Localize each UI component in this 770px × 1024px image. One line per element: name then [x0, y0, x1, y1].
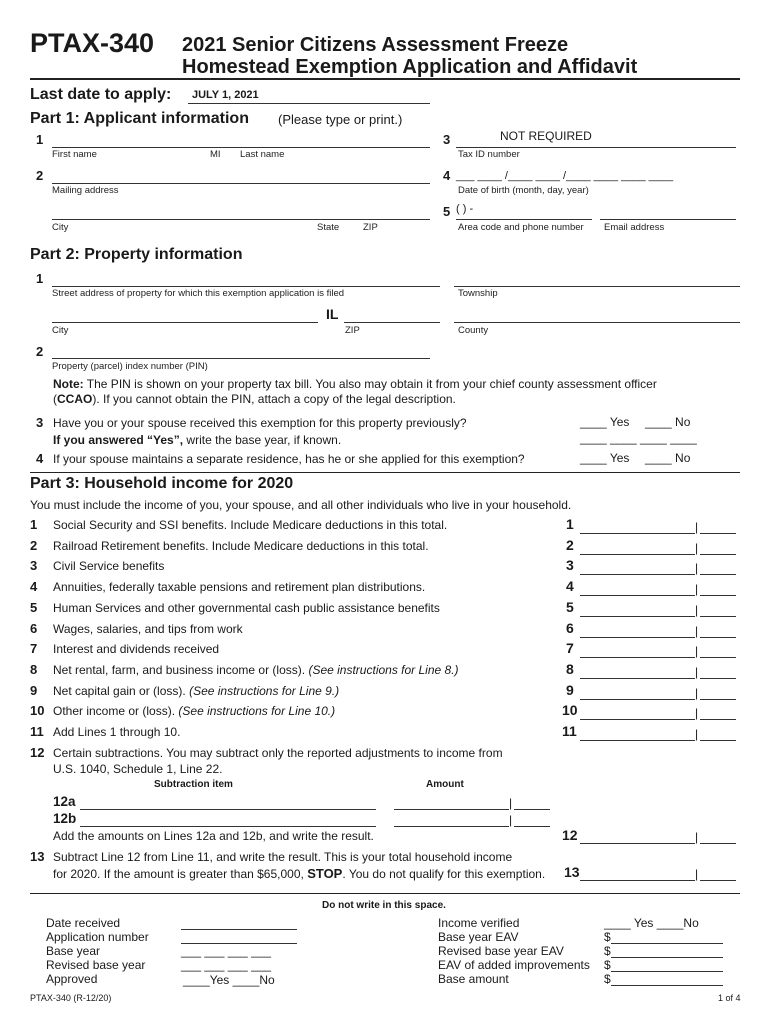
- property-zip-label: ZIP: [345, 325, 360, 336]
- line12-text2: U.S. 1040, Schedule 1, Line 22.: [53, 762, 223, 776]
- income-line-text: Railroad Retirement benefits. Include Medicare deductions in this total.: [53, 539, 429, 553]
- line13-num: 13: [30, 849, 45, 864]
- last-date-value: JULY 1, 2021: [192, 89, 259, 101]
- income-line-num: 7: [30, 641, 38, 656]
- income-line-right-num: 3: [566, 557, 574, 573]
- footer-form-rev: PTAX-340 (R-12/20): [30, 993, 112, 1003]
- part2-heading: Part 2: Property information: [30, 246, 243, 263]
- township-label: Township: [458, 288, 498, 299]
- income-line-right-num: 11: [562, 723, 577, 739]
- header-rule: [30, 78, 740, 80]
- part3-heading: Part 3: Household income for 2020: [30, 475, 294, 492]
- line12a-num: 12a: [53, 794, 76, 809]
- revised-base-year-label: Revised base year: [46, 958, 146, 972]
- dob-input[interactable]: ___ ____ /____ ____ /____ ____ ____ ____: [456, 170, 674, 182]
- phone-label: Area code and phone number: [458, 222, 584, 233]
- line12b-item-input[interactable]: [80, 812, 376, 827]
- office-dollar-field: $: [604, 930, 723, 944]
- income-line-text: Civil Service benefits: [53, 559, 165, 573]
- income-line-right-num: 4: [566, 578, 574, 594]
- date-received-label: Date received: [46, 916, 121, 930]
- pin-note-line2: (CCAO). If you cannot obtain the PIN, attach a copy of the legal description.: [53, 392, 456, 406]
- city-state-zip-input[interactable]: [52, 205, 430, 220]
- p1-num-4: 4: [443, 168, 451, 183]
- part1-heading: Part 1: Applicant information: [30, 110, 249, 127]
- income-line-text: Net capital gain or (loss). (See instructions for Line 9.): [53, 684, 340, 698]
- office-heading: Do not write in this space.: [322, 900, 446, 911]
- property-city-input[interactable]: [52, 308, 318, 323]
- income-line-text: Interest and dividends received: [53, 642, 220, 656]
- dob-label: Date of birth (month, day, year): [458, 185, 589, 196]
- stop-label: STOP: [307, 866, 343, 881]
- last-name-label: Last name: [240, 149, 285, 160]
- township-input[interactable]: [454, 272, 740, 287]
- income-line-text: Net rental, farm, and business income or (loss). (See instructions for Line 8.): [53, 663, 459, 677]
- line12a-item-input[interactable]: [80, 795, 376, 810]
- city-label: City: [52, 222, 69, 233]
- p1-num-2: 2: [36, 168, 44, 183]
- state-label: State: [317, 222, 340, 233]
- tax-id-input[interactable]: [456, 133, 736, 148]
- base-year-input[interactable]: ____ ____ ____ ____: [580, 431, 697, 445]
- tax-id-label: Tax ID number: [458, 149, 520, 160]
- note-text: The PIN is shown on your property tax bill. You also may obtain it from your chief county assessment officer: [86, 377, 657, 391]
- income-line-num: 9: [30, 683, 38, 698]
- property-zip-input[interactable]: [344, 308, 440, 323]
- q3-yes[interactable]: ____ Yes: [580, 415, 630, 429]
- income-line-num: 2: [30, 538, 38, 553]
- pin-note-line1: [53, 377, 657, 391]
- income-line-num: 10: [30, 703, 45, 718]
- line12-text: Certain subtractions. You may subtract only the reported adjustments to income from: [53, 746, 503, 760]
- income-line-num: 11: [30, 724, 44, 739]
- applicant-name-input[interactable]: [52, 133, 430, 148]
- eav-added-label: EAV of added improvements: [438, 958, 590, 972]
- office-app-number-line: [181, 929, 297, 944]
- income-line-num: 8: [30, 662, 38, 677]
- base-year-eav-label: Base year EAV: [438, 930, 519, 944]
- amount-header: Amount: [426, 779, 464, 790]
- phone-input[interactable]: [456, 205, 592, 220]
- q3b-text: If you answered “Yes”, write the base year, if known.: [53, 433, 342, 447]
- part3-rule: [30, 472, 740, 473]
- income-line-right-num: 1: [566, 516, 574, 532]
- footer-page: 1 of 4: [718, 993, 741, 1003]
- county-input[interactable]: [454, 308, 740, 323]
- line13-text: Subtract Line 12 from Line 11, and write the result. This is your total household income: [53, 850, 513, 864]
- line13-right-num: 13: [564, 864, 580, 880]
- q4-yes[interactable]: ____ Yes: [580, 451, 630, 465]
- mailing-address-label: Mailing address: [52, 185, 119, 196]
- income-line-text: Annuities, federally taxable pensions and retirement plan distributions.: [53, 580, 426, 594]
- subtraction-item-header: Subtraction item: [154, 779, 233, 790]
- part3-intro: You must include the income of you, your spouse, and all other individuals who live in your household.: [30, 498, 572, 512]
- zip-label: ZIP: [363, 222, 378, 233]
- p2-num-3: 3: [36, 415, 44, 430]
- part1-note: (Please type or print.): [278, 112, 403, 127]
- mi-label: MI: [210, 149, 221, 160]
- income-line-num: 4: [30, 579, 38, 594]
- income-line-right-num: 10: [562, 702, 578, 718]
- state-il: IL: [326, 306, 339, 322]
- income-verified-label: Income verified: [438, 916, 520, 930]
- form-title-line1: 2021 Senior Citizens Assessment Freeze: [182, 34, 569, 56]
- line12-num: 12: [30, 745, 45, 760]
- office-dollar-field: $: [604, 944, 723, 958]
- office-right-labels: [438, 916, 590, 986]
- form-title-line2: Homestead Exemption Application and Affidavit: [182, 56, 638, 78]
- income-line-text: Wages, salaries, and tips from work: [53, 622, 243, 636]
- p1-num-1: 1: [36, 132, 44, 147]
- income-line-right-num: 6: [566, 620, 574, 636]
- p1-num-3: 3: [443, 132, 451, 147]
- office-approved-options: ____Yes ____No: [183, 973, 275, 987]
- income-line-num: 6: [30, 621, 38, 636]
- office-date-received-line: [181, 915, 297, 930]
- income-line-text: Social Security and SSI benefits. Include Medicare deductions in this total.: [53, 518, 448, 532]
- income-line-right-num: 2: [566, 537, 574, 553]
- q3-text: Have you or your spouse received this exemption for this property previously?: [53, 416, 467, 430]
- form-id: PTAX-340: [30, 28, 155, 58]
- phone-blank: ( ) -: [456, 203, 474, 215]
- income-line-right-num: 7: [566, 640, 574, 656]
- email-label: Email address: [604, 222, 665, 233]
- income-line-right-num: 9: [566, 682, 574, 698]
- mailing-address-input[interactable]: [52, 169, 430, 184]
- line12b-num: 12b: [53, 811, 77, 826]
- app-number-label: Application number: [46, 930, 149, 944]
- office-dollar-field: $: [604, 958, 723, 972]
- q4-no[interactable]: ____ No: [645, 451, 691, 465]
- street-address-label: Street address of property for which this exemption application is filed: [52, 288, 345, 299]
- income-line-num: 1: [30, 517, 38, 532]
- line12c-text: Add the amounts on Lines 12a and 12b, and write the result.: [53, 829, 374, 843]
- first-name-label: First name: [52, 149, 97, 160]
- office-dollar-field: $: [604, 972, 723, 986]
- line12-right-num: 12: [562, 827, 578, 843]
- p2-num-4: 4: [36, 451, 44, 466]
- last-date-label: Last date to apply:: [30, 86, 172, 103]
- income-line-text: Human Services and other governmental cash public assistance benefits: [53, 601, 440, 615]
- income-line-num: 3: [30, 558, 38, 573]
- county-label: County: [458, 325, 489, 336]
- office-income-verified-options: ____ Yes ____No: [604, 916, 699, 930]
- income-line-text: Other income or (loss). (See instructions for Line 10.): [53, 704, 336, 718]
- pin-label: Property (parcel) index number (PIN): [52, 361, 208, 372]
- p1-num-5: 5: [443, 204, 451, 219]
- income-line-right-num: 5: [566, 599, 574, 615]
- q4-text: If your spouse maintains a separate residence, has he or she applied for this exemption?: [53, 452, 525, 466]
- income-line-text: Add Lines 1 through 10.: [53, 725, 181, 739]
- pin-input[interactable]: [52, 344, 430, 359]
- ccao-label: CCAO: [57, 392, 93, 406]
- office-rule: [30, 893, 740, 894]
- income-line-num: 5: [30, 600, 38, 615]
- office-left-labels: [46, 916, 149, 986]
- q3-no[interactable]: ____ No: [645, 415, 691, 429]
- note-text2: ). If you cannot obtain the PIN, attach a copy of the legal description.: [92, 392, 456, 406]
- approved-label: Approved: [46, 972, 98, 986]
- property-city-label: City: [52, 325, 69, 336]
- email-input[interactable]: [600, 205, 736, 220]
- p2-num-2: 2: [36, 344, 44, 359]
- base-year-label: Base year: [46, 944, 101, 958]
- p2-num-1: 1: [36, 271, 44, 286]
- base-amount-label: Base amount: [438, 972, 509, 986]
- office-revised-base-year-blank: ___ ___ ___ ___: [181, 958, 272, 972]
- income-line-right-num: 8: [566, 661, 574, 677]
- line13-text2: for 2020. If the amount is greater than $65,000, STOP. You do not qualify for this exemption.: [53, 866, 546, 881]
- last-date-line: [188, 88, 430, 104]
- note-label: Note:: [53, 377, 84, 391]
- revised-eav-label: Revised base year EAV: [438, 944, 564, 958]
- tax-id-value: NOT REQUIRED: [500, 129, 592, 143]
- office-base-year-blank: ___ ___ ___ ___: [181, 944, 272, 958]
- property-street-input[interactable]: [52, 272, 440, 287]
